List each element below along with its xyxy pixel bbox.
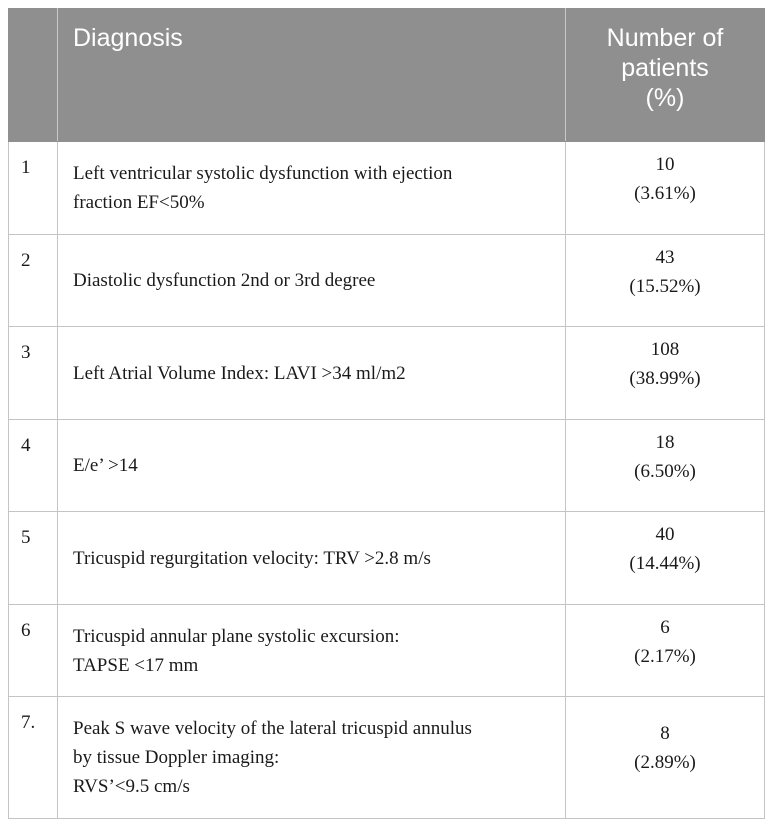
row-diagnosis bbox=[58, 142, 566, 235]
table-row bbox=[9, 605, 765, 697]
row-patient-count bbox=[566, 327, 765, 420]
row-patient-count bbox=[566, 512, 765, 605]
header-number bbox=[9, 9, 58, 142]
row-number: 4 bbox=[9, 420, 58, 512]
table-row bbox=[9, 512, 765, 605]
diagnosis-line: E/e’ >14 bbox=[73, 455, 138, 476]
diagnosis-line: Diastolic dysfunction 2nd or 3rd degree bbox=[73, 270, 376, 291]
diagnosis-line: RVS’<9.5 cm/s bbox=[73, 776, 190, 797]
row-number: 6 bbox=[9, 605, 58, 697]
percent-value: (14.44%) bbox=[629, 553, 701, 574]
row-diagnosis bbox=[58, 697, 566, 819]
percent-value: (3.61%) bbox=[634, 183, 696, 204]
header-count-line: Number of bbox=[606, 24, 724, 52]
table-row bbox=[9, 235, 765, 327]
row-diagnosis bbox=[58, 512, 566, 605]
row-number: 1 bbox=[9, 142, 58, 235]
row-number: 7. bbox=[9, 697, 58, 819]
diagnosis-line: TAPSE <17 mm bbox=[73, 654, 199, 676]
diagnosis-line: by tissue Doppler imaging: bbox=[73, 747, 280, 768]
row-patient-count bbox=[566, 697, 765, 819]
header-number-of-patients bbox=[566, 9, 765, 142]
row-number: 5 bbox=[9, 512, 58, 605]
row-patient-count bbox=[566, 420, 765, 512]
percent-value: (38.99%) bbox=[629, 368, 701, 389]
header-count-line: patients bbox=[621, 54, 709, 82]
count-value: 8 bbox=[660, 723, 670, 744]
row-patient-count bbox=[566, 235, 765, 327]
diagnosis-line: Peak S wave velocity of the lateral tricuspid annulus bbox=[73, 718, 472, 739]
diagnosis-table bbox=[8, 8, 765, 819]
row-diagnosis bbox=[58, 235, 566, 327]
count-value: 10 bbox=[655, 154, 675, 175]
percent-value: (2.17%) bbox=[634, 646, 696, 667]
percent-value: (15.52%) bbox=[629, 276, 701, 297]
table-row bbox=[9, 420, 765, 512]
row-patient-count bbox=[566, 605, 765, 697]
diagnosis-line: fraction EF<50% bbox=[73, 192, 205, 213]
percent-value: (6.50%) bbox=[634, 461, 696, 482]
row-diagnosis bbox=[58, 420, 566, 512]
diagnosis-line: Tricuspid annular plane systolic excursion: bbox=[73, 625, 400, 647]
count-value: 18 bbox=[655, 432, 675, 453]
row-number: 3 bbox=[9, 327, 58, 420]
diagnosis-table-container bbox=[8, 8, 772, 819]
row-patient-count bbox=[566, 142, 765, 235]
table-row bbox=[9, 327, 765, 420]
table-header-row bbox=[9, 9, 765, 142]
header-diagnosis: Diagnosis bbox=[58, 9, 566, 142]
table-row bbox=[9, 697, 765, 819]
row-number: 2 bbox=[9, 235, 58, 327]
row-diagnosis bbox=[58, 327, 566, 420]
diagnosis-line: Tricuspid regurgitation velocity: TRV >2.8 m/s bbox=[73, 547, 431, 569]
percent-value: (2.89%) bbox=[634, 752, 696, 773]
table-row bbox=[9, 142, 765, 235]
count-value: 108 bbox=[650, 339, 680, 360]
header-count-line: (%) bbox=[645, 84, 685, 112]
diagnosis-line: Left Atrial Volume Index: LAVI >34 ml/m2 bbox=[73, 362, 406, 384]
row-diagnosis bbox=[58, 605, 566, 697]
count-value: 43 bbox=[655, 247, 675, 268]
count-value: 40 bbox=[655, 524, 675, 545]
count-value: 6 bbox=[660, 617, 670, 638]
diagnosis-line: Left ventricular systolic dysfunction with ejection bbox=[73, 163, 453, 184]
